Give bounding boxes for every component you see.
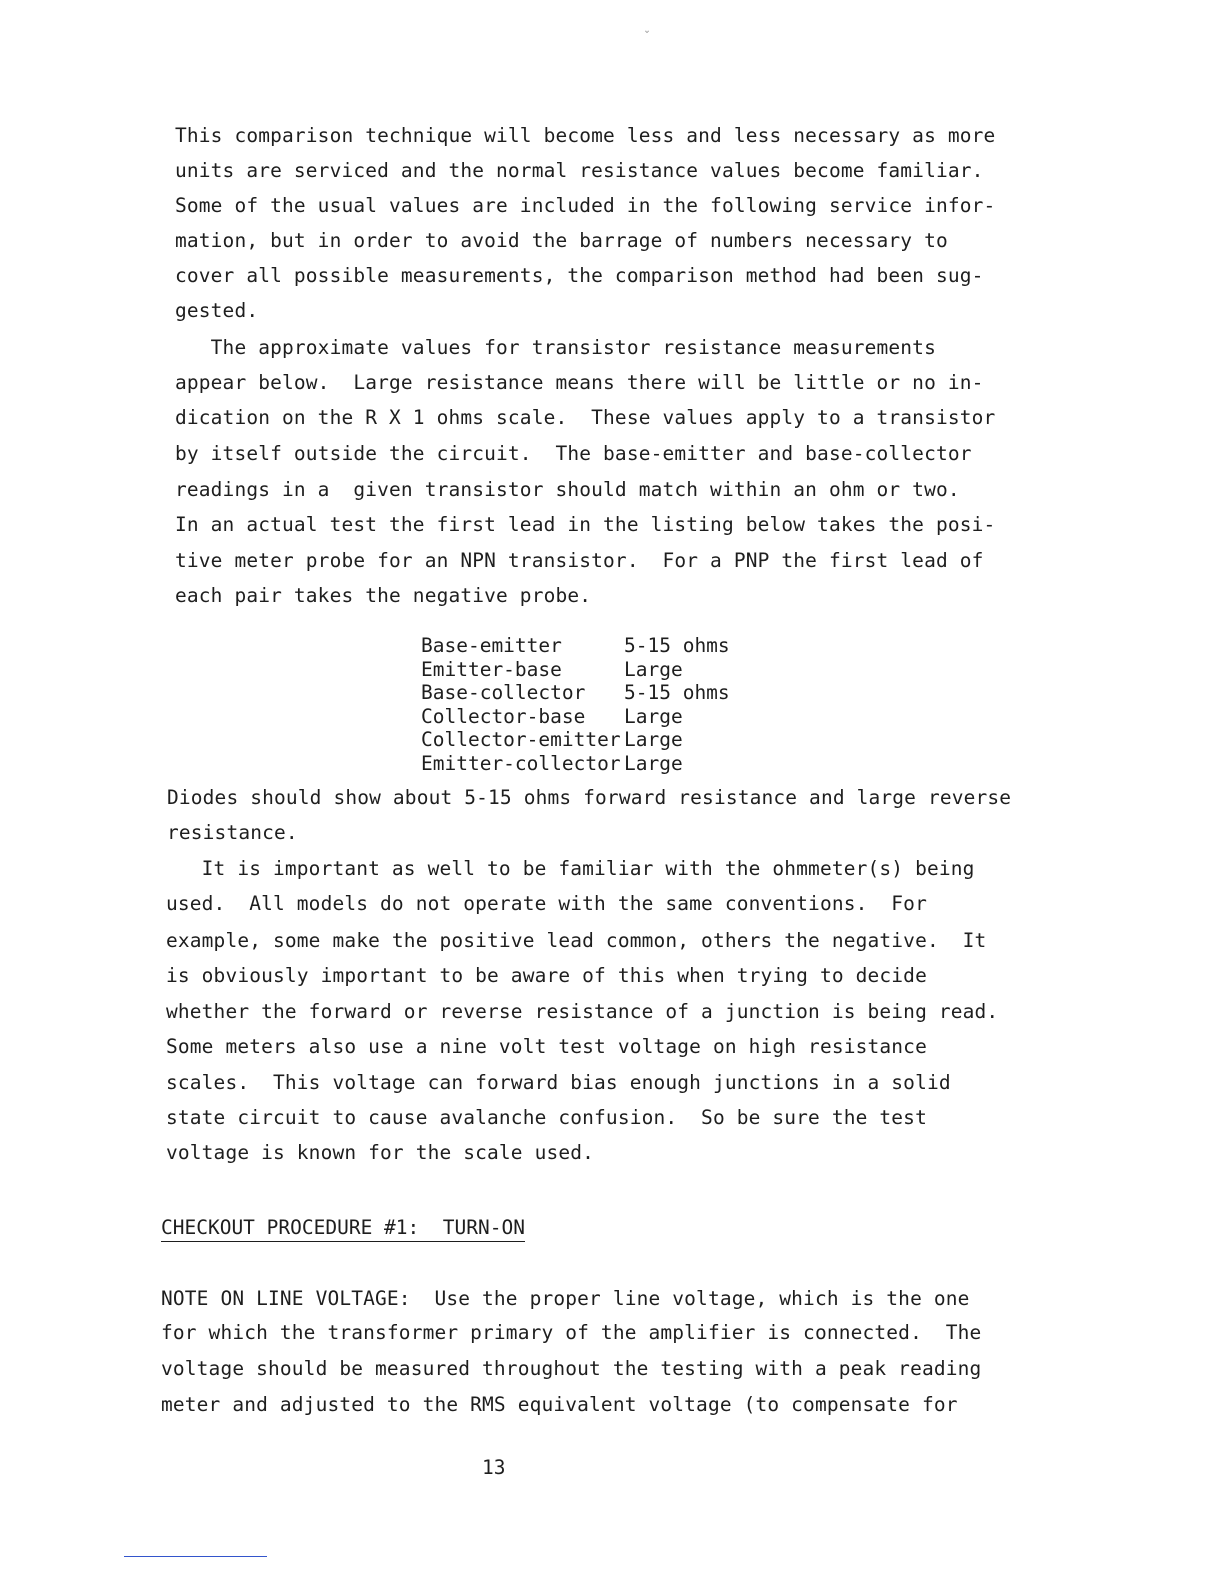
text-line: is obviously important to be aware of this when trying to decide — [166, 964, 927, 987]
lead-pair: Collector-emitter — [421, 728, 621, 752]
text-line: Some meters also use a nine volt test voltage on high resistance — [166, 1035, 927, 1058]
table-row — [421, 728, 730, 752]
lead-pair: Emitter-base — [421, 657, 562, 681]
section-heading: CHECKOUT PROCEDURE #1: TURN-ON — [161, 1216, 525, 1242]
text-line: cover all possible measurements, the comparison method had been sug- — [175, 264, 984, 287]
text-line: In an actual test the first lead in the listing below takes the posi- — [175, 513, 996, 536]
text-line: The approximate values for transistor resistance measurements — [175, 336, 936, 359]
table-row — [421, 705, 730, 729]
page-number: 13 — [482, 1456, 506, 1479]
text-line: Some of the usual values are included in the following service infor- — [175, 194, 996, 217]
text-line: voltage is known for the scale used. — [166, 1141, 595, 1164]
text-line: gested. — [175, 299, 259, 322]
resistance-value: Large — [624, 704, 683, 728]
lead-pair: Emitter-collector — [421, 751, 621, 775]
resistance-table — [421, 634, 730, 776]
text-line: state circuit to cause avalanche confusion. So be sure the test — [166, 1106, 927, 1129]
table-row — [421, 658, 730, 682]
text-line: resistance. — [167, 821, 298, 844]
text-line: by itself outside the circuit. The base-emitter and base-collector — [175, 442, 972, 465]
text-line: This comparison technique will become less and less necessary as more — [175, 124, 996, 147]
text-line: scales. This voltage can forward bias enough junctions in a solid — [166, 1071, 951, 1094]
text-line: used. All models do not operate with the same conventions. For — [166, 892, 927, 915]
text-line: mation, but in order to avoid the barrage of numbers necessary to — [175, 229, 948, 252]
table-row — [421, 752, 730, 776]
text-line: meter and adjusted to the RMS equivalent voltage (to compensate for — [161, 1393, 958, 1416]
resistance-value: 5-15 ohms — [624, 681, 730, 705]
text-line: NOTE ON LINE VOLTAGE: Use the proper line voltage, which is the one — [161, 1287, 970, 1310]
lead-pair: Base-emitter — [421, 634, 562, 657]
text-line: each pair takes the negative probe. — [175, 584, 592, 607]
lead-pair: Collector-base — [421, 704, 586, 728]
text-line: readings in a given transistor should match within an ohm or two. — [175, 478, 960, 501]
resistance-value: 5-15 ohms — [624, 634, 730, 657]
text-line: for which the transformer primary of the amplifier is connected. The — [161, 1321, 982, 1344]
lead-pair: Base-collector — [421, 681, 586, 705]
text-line: example, some make the positive lead common, others the negative. It — [166, 929, 987, 952]
table-row — [421, 634, 730, 658]
text-line: dication on the R X 1 ohms scale. These values apply to a transistor — [175, 406, 996, 429]
text-line: appear below. Large resistance means there will be little or no in- — [175, 371, 984, 394]
resistance-value: Large — [624, 728, 683, 752]
text-line: It is important as well to be familiar with the ohmmeter(s) being — [166, 857, 975, 880]
footer-rule — [124, 1556, 267, 1557]
resistance-value: Large — [624, 751, 683, 775]
text-line: voltage should be measured throughout the testing with a peak reading — [161, 1357, 982, 1380]
table-row — [421, 681, 730, 705]
top-mark: ᵕ — [644, 28, 651, 39]
text-line: Diodes should show about 5-15 ohms forward resistance and large reverse — [167, 786, 1012, 809]
text-line: tive meter probe for an NPN transistor. For a PNP the first lead of — [175, 549, 984, 572]
text-line: units are serviced and the normal resistance values become familiar. — [175, 159, 984, 182]
resistance-value: Large — [624, 657, 683, 681]
text-line: whether the forward or reverse resistance of a junction is being read. — [166, 1000, 999, 1023]
